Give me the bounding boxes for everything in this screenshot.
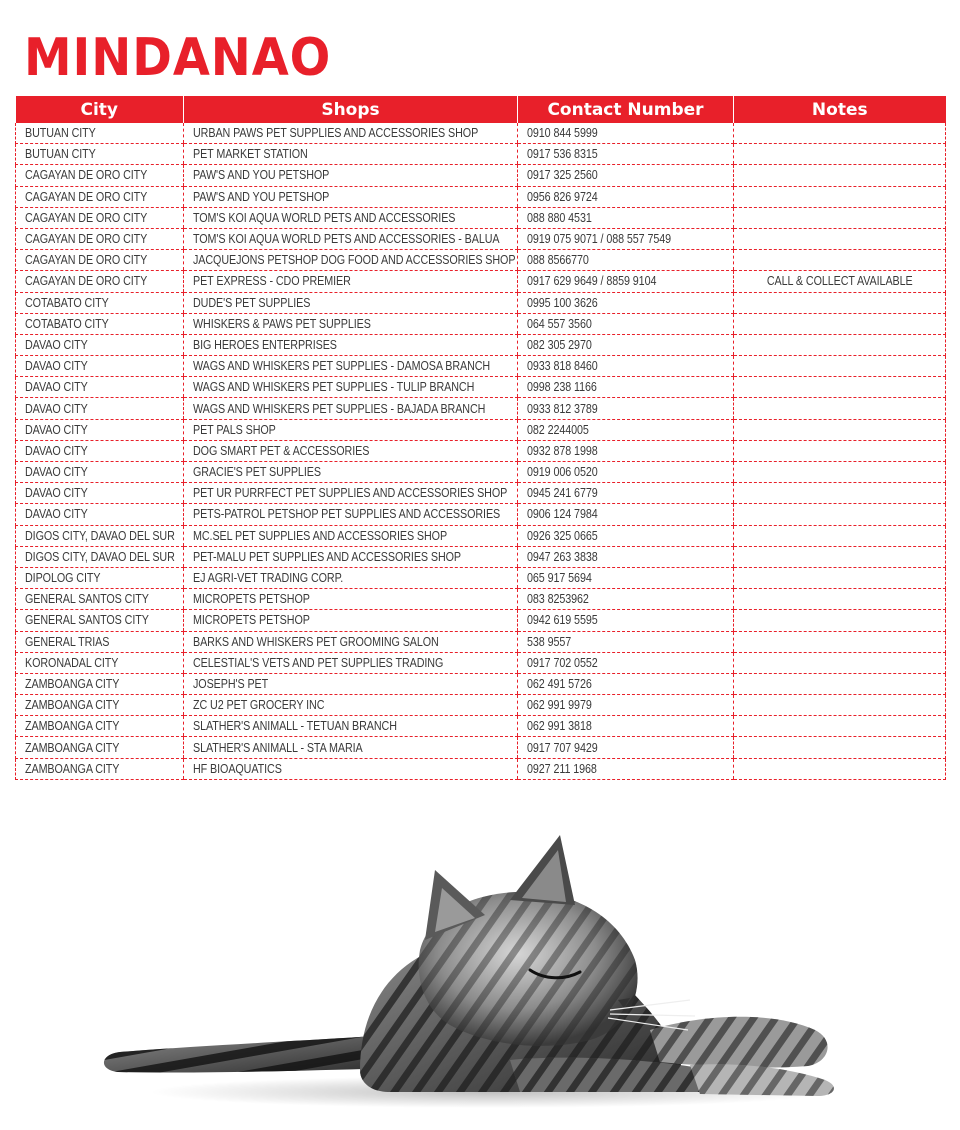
table-row <box>16 334 946 355</box>
cell-notes <box>734 144 946 165</box>
table-row <box>16 123 946 144</box>
cell-city-text: GENERAL SANTOS CITY <box>25 592 149 607</box>
cell-shop-text: PET PALS SHOP <box>193 422 276 437</box>
cell-shop <box>184 440 518 461</box>
cell-shop <box>184 186 518 207</box>
cell-contact-number-text: 0998 238 1166 <box>527 380 597 395</box>
cell-city-text: GENERAL SANTOS CITY <box>25 613 149 628</box>
cell-notes <box>734 207 946 228</box>
cell-city-text: DAVAO CITY <box>25 401 88 416</box>
cell-contact-number-text: 0942 619 5595 <box>527 613 598 628</box>
cell-shop-text: PET EXPRESS - CDO PREMIER <box>193 274 351 289</box>
cell-shop <box>184 652 518 673</box>
cell-contact-number <box>518 462 734 483</box>
cell-contact-number-text: 0933 812 3789 <box>527 401 598 416</box>
cell-shop-text: HF BIOAQUATICS <box>193 761 282 776</box>
cell-shop-text: PAW'S AND YOU PETSHOP <box>193 168 330 183</box>
table-row <box>16 631 946 652</box>
table-row <box>16 292 946 313</box>
cell-city-text: CAGAYAN DE ORO CITY <box>25 253 148 268</box>
cell-notes <box>734 271 946 292</box>
cell-shop <box>184 716 518 737</box>
table-row <box>16 144 946 165</box>
cell-shop-text: MICROPETS PETSHOP <box>193 592 310 607</box>
cell-shop-text: TOM'S KOI AQUA WORLD PETS AND ACCESSORIES - BALUA <box>193 232 500 247</box>
cell-city <box>16 165 184 186</box>
cell-notes <box>734 186 946 207</box>
cell-city <box>16 546 184 567</box>
cell-contact-number <box>518 737 734 758</box>
cell-shop <box>184 334 518 355</box>
cell-city-text: DAVAO CITY <box>25 486 88 501</box>
cell-notes <box>734 695 946 716</box>
cell-city <box>16 631 184 652</box>
cell-shop <box>184 313 518 334</box>
cell-shop-text: URBAN PAWS PET SUPPLIES AND ACCESSORIES SHOP <box>193 126 479 141</box>
table-row <box>16 356 946 377</box>
cell-shop-text: PAW'S AND YOU PETSHOP <box>193 189 330 204</box>
cell-city-text: CAGAYAN DE ORO CITY <box>25 274 148 289</box>
table-row <box>16 525 946 546</box>
cell-shop-text: PETS-PATROL PETSHOP PET SUPPLIES AND ACCESSORIES <box>193 507 501 522</box>
cell-contact-number-text: 0906 124 7984 <box>527 507 598 522</box>
cell-notes <box>734 483 946 504</box>
cell-contact-number <box>518 250 734 271</box>
table-row <box>16 419 946 440</box>
cell-notes <box>734 165 946 186</box>
header-notes: Notes <box>734 96 946 123</box>
cell-city-text: DAVAO CITY <box>25 507 88 522</box>
cell-contact-number <box>518 228 734 249</box>
cell-contact-number <box>518 673 734 694</box>
cell-contact-number-text: 0927 211 1968 <box>527 761 597 776</box>
cell-notes <box>734 737 946 758</box>
cell-contact-number-text: 0926 325 0665 <box>527 528 598 543</box>
cell-shop <box>184 228 518 249</box>
cell-shop-text: PET MARKET STATION <box>193 147 308 162</box>
cell-city <box>16 483 184 504</box>
cell-city-text: KORONADAL CITY <box>25 655 119 670</box>
cell-city-text: DAVAO CITY <box>25 443 88 458</box>
cell-notes <box>734 525 946 546</box>
cell-contact-number-text: 0919 006 0520 <box>527 465 598 480</box>
cell-contact-number <box>518 695 734 716</box>
cell-city <box>16 462 184 483</box>
cell-contact-number <box>518 292 734 313</box>
cell-contact-number-text: 0919 075 9071 / 088 557 7549 <box>527 232 672 247</box>
table-row <box>16 271 946 292</box>
cell-contact-number <box>518 377 734 398</box>
cell-contact-number <box>518 186 734 207</box>
table-row <box>16 313 946 334</box>
cell-shop-text: JOSEPH'S PET <box>193 676 269 691</box>
cell-city <box>16 186 184 207</box>
table-row <box>16 716 946 737</box>
table-row <box>16 504 946 525</box>
cell-city <box>16 313 184 334</box>
cell-city-text: BUTUAN CITY <box>25 147 96 162</box>
cell-shop <box>184 589 518 610</box>
cell-contact-number-text: 082 305 2970 <box>527 337 592 352</box>
cell-contact-number <box>518 483 734 504</box>
table-row <box>16 186 946 207</box>
cell-notes <box>734 440 946 461</box>
cell-shop <box>184 567 518 588</box>
table-row <box>16 250 946 271</box>
cell-shop-text: MC.SEL PET SUPPLIES AND ACCESSORIES SHOP <box>193 528 448 543</box>
cell-city-text: DAVAO CITY <box>25 337 88 352</box>
cell-notes <box>734 631 946 652</box>
cell-city-text: GENERAL TRIAS <box>25 634 110 649</box>
cell-shop-text: DUDE'S PET SUPPLIES <box>193 295 311 310</box>
cell-city <box>16 589 184 610</box>
cell-notes <box>734 334 946 355</box>
cell-contact-number <box>518 440 734 461</box>
cell-shop-text: EJ AGRI-VET TRADING CORP. <box>193 571 344 586</box>
cell-shop <box>184 419 518 440</box>
cell-city <box>16 652 184 673</box>
store-table <box>15 96 946 780</box>
cell-city-text: ZAMBOANGA CITY <box>25 740 120 755</box>
cell-notes <box>734 462 946 483</box>
cell-contact-number <box>518 144 734 165</box>
cell-shop <box>184 207 518 228</box>
cell-contact-number <box>518 165 734 186</box>
cell-contact-number-text: 0917 325 2560 <box>527 168 598 183</box>
table-row <box>16 567 946 588</box>
cell-city <box>16 144 184 165</box>
cell-notes <box>734 250 946 271</box>
cell-shop <box>184 377 518 398</box>
cell-contact-number <box>518 356 734 377</box>
cell-notes <box>734 419 946 440</box>
cell-notes <box>734 716 946 737</box>
table-row <box>16 695 946 716</box>
cell-city-text: DAVAO CITY <box>25 465 88 480</box>
cell-city-text: BUTUAN CITY <box>25 126 96 141</box>
cell-city <box>16 716 184 737</box>
cell-contact-number-text: 082 2244005 <box>527 422 589 437</box>
cell-contact-number <box>518 716 734 737</box>
cell-city-text: DAVAO CITY <box>25 422 88 437</box>
header-city: City <box>16 96 184 123</box>
cell-shop-text: MICROPETS PETSHOP <box>193 613 310 628</box>
cell-shop <box>184 462 518 483</box>
cell-city-text: CAGAYAN DE ORO CITY <box>25 189 148 204</box>
cell-city <box>16 250 184 271</box>
cell-city <box>16 440 184 461</box>
table-row <box>16 758 946 779</box>
cell-notes <box>734 356 946 377</box>
table-row <box>16 483 946 504</box>
cell-contact-number-text: 062 991 3818 <box>527 719 592 734</box>
cell-contact-number-text: 0917 629 9649 / 8859 9104 <box>527 274 657 289</box>
cell-notes <box>734 123 946 144</box>
cell-contact-number <box>518 207 734 228</box>
cell-shop <box>184 292 518 313</box>
cell-contact-number-text: 0933 818 8460 <box>527 359 598 374</box>
cell-city <box>16 377 184 398</box>
cell-contact-number <box>518 419 734 440</box>
page-title: MINDANAO <box>24 28 332 88</box>
cell-city-text: CAGAYAN DE ORO CITY <box>25 210 148 225</box>
cell-shop-text: CELESTIAL'S VETS AND PET SUPPLIES TRADING <box>193 655 444 670</box>
table-row <box>16 737 946 758</box>
cell-city <box>16 356 184 377</box>
cell-contact-number-text: 0910 844 5999 <box>527 126 598 141</box>
cell-contact-number-text: 062 991 9979 <box>527 698 592 713</box>
cell-shop <box>184 631 518 652</box>
cell-city-text: DAVAO CITY <box>25 359 88 374</box>
cell-city-text: CAGAYAN DE ORO CITY <box>25 168 148 183</box>
cell-contact-number-text: 083 8253962 <box>527 592 589 607</box>
cell-contact-number <box>518 631 734 652</box>
cell-contact-number <box>518 525 734 546</box>
cell-city <box>16 737 184 758</box>
cell-city <box>16 123 184 144</box>
cell-notes <box>734 589 946 610</box>
table-row <box>16 398 946 419</box>
cell-contact-number-text: 088 880 4531 <box>527 210 592 225</box>
cell-shop <box>184 610 518 631</box>
cell-contact-number <box>518 398 734 419</box>
cell-contact-number-text: 0917 707 9429 <box>527 740 598 755</box>
cell-contact-number-text: 0917 702 0552 <box>527 655 598 670</box>
header-shops: Shops <box>184 96 518 123</box>
cell-shop-text: WAGS AND WHISKERS PET SUPPLIES - DAMOSA BRANCH <box>193 359 491 374</box>
cell-shop-text: PET UR PURRFECT PET SUPPLIES AND ACCESSORIES SHOP <box>193 486 508 501</box>
cell-contact-number-text: 0956 826 9724 <box>527 189 598 204</box>
cell-city-text: DIPOLOG CITY <box>25 571 101 586</box>
cell-notes <box>734 228 946 249</box>
cell-notes <box>734 377 946 398</box>
cell-city-text: DAVAO CITY <box>25 380 88 395</box>
table-body <box>16 123 946 779</box>
cell-notes <box>734 567 946 588</box>
cell-contact-number <box>518 123 734 144</box>
cell-city <box>16 419 184 440</box>
cell-shop <box>184 758 518 779</box>
cell-notes <box>734 610 946 631</box>
cell-contact-number <box>518 504 734 525</box>
store-table-wrapper <box>15 96 945 780</box>
cell-contact-number <box>518 567 734 588</box>
table-row <box>16 462 946 483</box>
cell-contact-number <box>518 546 734 567</box>
cell-shop <box>184 504 518 525</box>
cell-city <box>16 398 184 419</box>
table-row <box>16 207 946 228</box>
cell-shop <box>184 250 518 271</box>
cell-city-text: ZAMBOANGA CITY <box>25 761 120 776</box>
cell-city <box>16 525 184 546</box>
cell-shop <box>184 123 518 144</box>
cell-shop <box>184 673 518 694</box>
cell-city-text: ZAMBOANGA CITY <box>25 676 120 691</box>
cell-contact-number-text: 062 491 5726 <box>527 676 592 691</box>
cell-city-text: COTABATO CITY <box>25 316 109 331</box>
cell-city <box>16 673 184 694</box>
cell-shop <box>184 546 518 567</box>
cell-shop-text: BIG HEROES ENTERPRISES <box>193 337 337 352</box>
cell-contact-number <box>518 758 734 779</box>
cell-contact-number <box>518 610 734 631</box>
cell-city <box>16 504 184 525</box>
cell-notes <box>734 313 946 334</box>
cell-city-text: ZAMBOANGA CITY <box>25 719 120 734</box>
cell-shop <box>184 356 518 377</box>
cell-contact-number <box>518 334 734 355</box>
cell-shop-text: GRACIE'S PET SUPPLIES <box>193 465 321 480</box>
cell-shop-text: DOG SMART PET & ACCESSORIES <box>193 443 370 458</box>
cell-notes <box>734 758 946 779</box>
table-row <box>16 377 946 398</box>
cell-shop-text: PET-MALU PET SUPPLIES AND ACCESSORIES SHOP <box>193 549 462 564</box>
cell-shop <box>184 271 518 292</box>
cell-shop <box>184 144 518 165</box>
cell-city-text: CAGAYAN DE ORO CITY <box>25 232 148 247</box>
cell-city <box>16 610 184 631</box>
cell-contact-number-text: 064 557 3560 <box>527 316 592 331</box>
table-row <box>16 228 946 249</box>
cell-shop-text: SLATHER'S ANIMALL - TETUAN BRANCH <box>193 719 397 734</box>
cell-notes <box>734 546 946 567</box>
cat-photo <box>90 830 840 1110</box>
cell-city-text: ZAMBOANGA CITY <box>25 698 120 713</box>
cell-city <box>16 292 184 313</box>
cell-shop <box>184 398 518 419</box>
cell-city <box>16 758 184 779</box>
cell-notes <box>734 398 946 419</box>
cell-contact-number-text: 0945 241 6779 <box>527 486 598 501</box>
cell-contact-number <box>518 589 734 610</box>
cell-shop <box>184 737 518 758</box>
cell-notes <box>734 504 946 525</box>
cell-city <box>16 695 184 716</box>
cell-shop <box>184 483 518 504</box>
table-row <box>16 440 946 461</box>
header-contact-number: Contact Number <box>518 96 734 123</box>
cell-shop-text: BARKS AND WHISKERS PET GROOMING SALON <box>193 634 439 649</box>
table-row <box>16 546 946 567</box>
table-row <box>16 165 946 186</box>
cell-shop <box>184 525 518 546</box>
cell-contact-number-text: 0947 263 3838 <box>527 549 598 564</box>
cell-city <box>16 334 184 355</box>
cell-shop-text: WAGS AND WHISKERS PET SUPPLIES - BAJADA BRANCH <box>193 401 486 416</box>
cell-shop <box>184 165 518 186</box>
cell-shop-text: TOM'S KOI AQUA WORLD PETS AND ACCESSORIES <box>193 210 456 225</box>
cell-shop <box>184 695 518 716</box>
cell-city <box>16 567 184 588</box>
cell-city <box>16 207 184 228</box>
cell-city <box>16 271 184 292</box>
table-row <box>16 610 946 631</box>
cell-contact-number <box>518 652 734 673</box>
cell-shop-text: WAGS AND WHISKERS PET SUPPLIES - TULIP BRANCH <box>193 380 475 395</box>
cell-city <box>16 228 184 249</box>
cell-city-text: COTABATO CITY <box>25 295 109 310</box>
cell-notes <box>734 292 946 313</box>
cell-contact-number <box>518 271 734 292</box>
cell-shop-text: ZC U2 PET GROCERY INC <box>193 698 325 713</box>
table-row <box>16 589 946 610</box>
cell-contact-number-text: 0917 536 8315 <box>527 147 598 162</box>
cell-shop-text: JACQUEJONS PETSHOP DOG FOOD AND ACCESSORIES SHOP <box>193 253 516 268</box>
cell-shop-text: SLATHER'S ANIMALL - STA MARIA <box>193 740 363 755</box>
table-row <box>16 673 946 694</box>
table-row <box>16 652 946 673</box>
cell-shop-text: WHISKERS & PAWS PET SUPPLIES <box>193 316 371 331</box>
cell-contact-number-text: 065 917 5694 <box>527 571 592 586</box>
cell-contact-number-text: 0995 100 3626 <box>527 295 598 310</box>
cell-city-text: DIGOS CITY, DAVAO DEL SUR <box>25 528 175 543</box>
cell-contact-number-text: 0932 878 1998 <box>527 443 598 458</box>
cell-notes-text: CALL & COLLECT AVAILABLE <box>766 274 913 289</box>
table-header-row <box>16 96 946 123</box>
cell-contact-number-text: 088 8566770 <box>527 253 589 268</box>
cell-contact-number-text: 538 9557 <box>527 634 572 649</box>
cell-notes <box>734 652 946 673</box>
cell-contact-number <box>518 313 734 334</box>
cell-notes <box>734 673 946 694</box>
cell-city-text: DIGOS CITY, DAVAO DEL SUR <box>25 549 175 564</box>
